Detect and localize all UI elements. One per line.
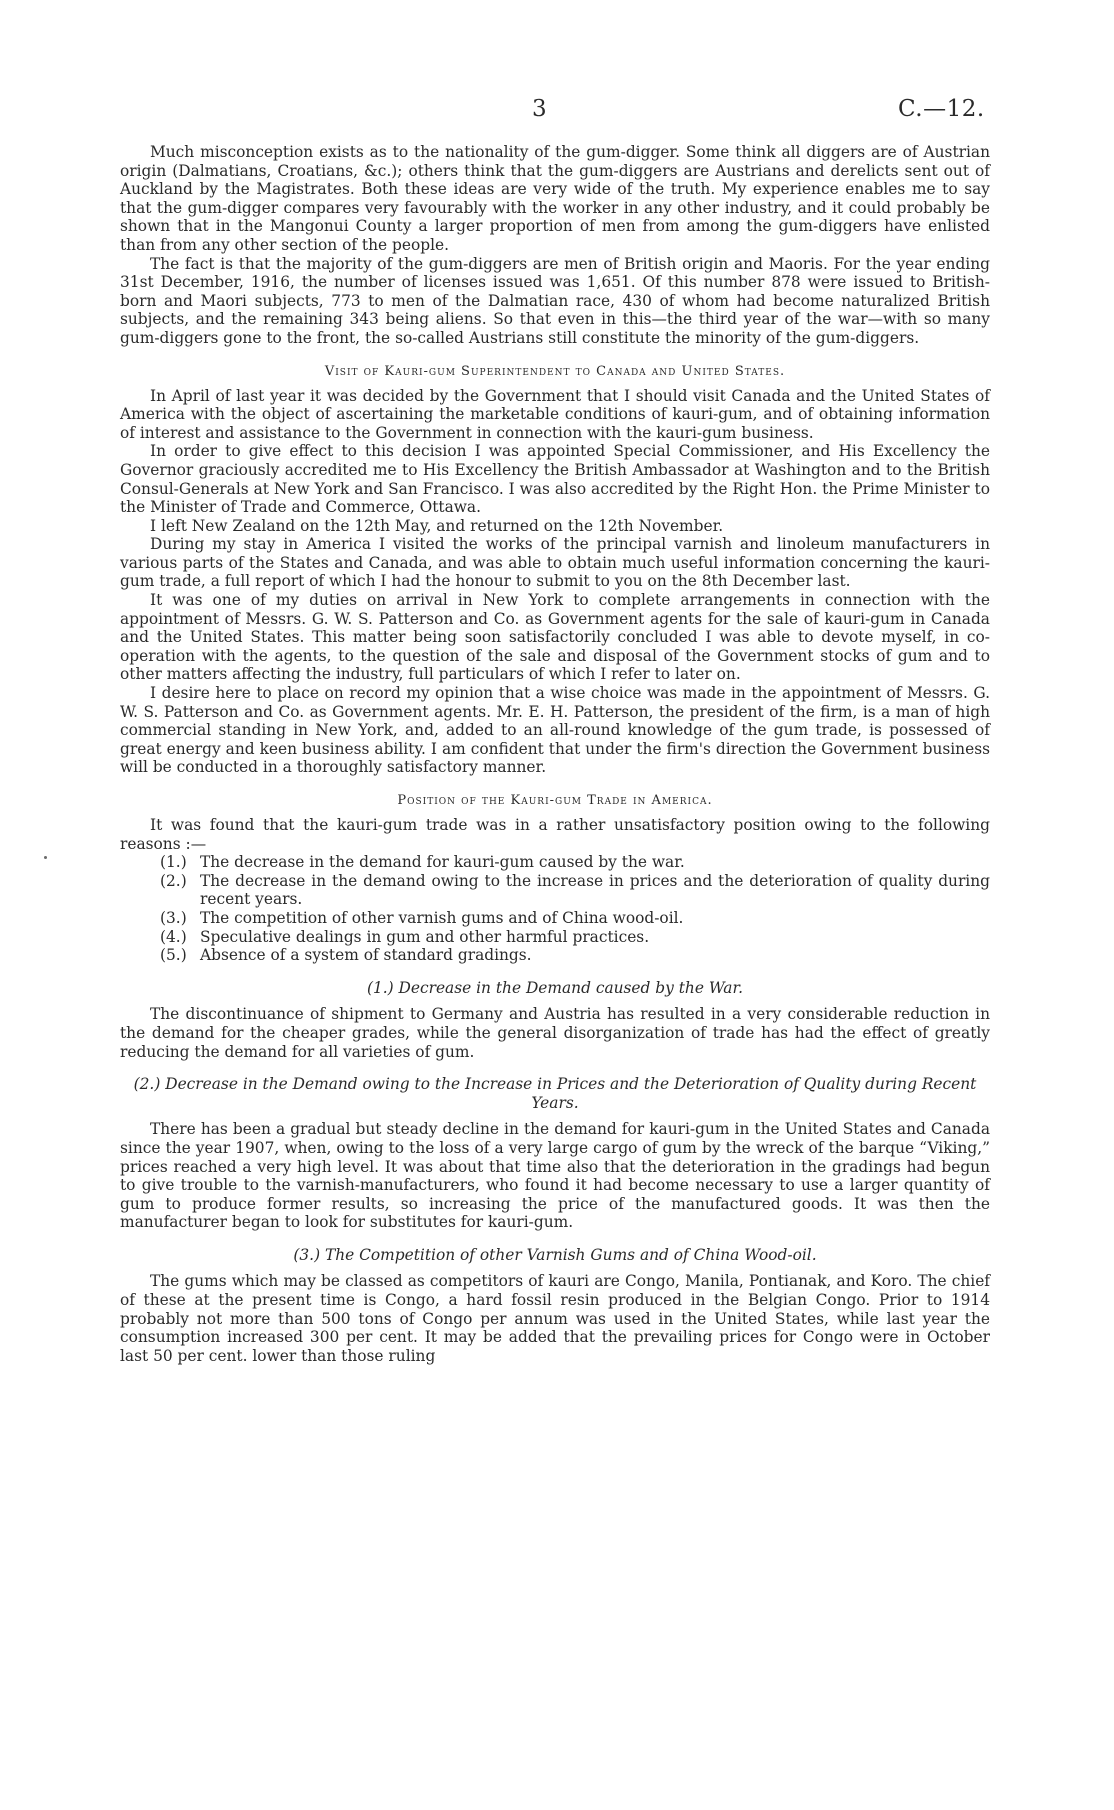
paragraph: The fact is that the majority of the gum-diggers are men of British origin and Maoris. For the year ending 31st December, 1916, the number of licenses issued was 1,651. Of this number 878 were issued to British-born and Maori subjects, 773 to men of the Dalmatian race, 430 of whom had become naturalized British subjects, and the remaining 343 being aliens. So that even in this—the third year of the war—with so many gum-diggers gone to the front, the so-called Austrians still constitute the minority of the gum-diggers. <box>120 254 990 347</box>
paragraph: The gums which may be classed as competitors of kauri are Congo, Manila, Pontianak, and Koro. The chief of these at the present time is Congo, a hard fossil resin produced in the Belgian Congo. Prior to 1914 probably not more than 500 tons of Congo per annum was used in the United States, while last year the consumption increased 300 per cent. It may be added that the prevailing prices for Congo were in October last 50 per cent. lower than those ruling <box>120 1272 990 1365</box>
paragraph: During my stay in America I visited the works of the principal varnish and linoleum manufacturers in various parts of the States and Canada, and was able to obtain much useful information concerning the kauri-gum trade, a full report of which I had the honour to submit to you on the 8th December last. <box>120 535 990 591</box>
list-item-text: The competition of other varnish gums and of China wood-oil. <box>200 908 684 927</box>
section-heading: Visit of Kauri-gum Superintendent to Canada and United States. <box>324 363 786 379</box>
list-item <box>120 853 990 872</box>
list-item-number: (2.) <box>160 871 187 890</box>
paragraph: I desire here to place on record my opinion that a wise choice was made in the appointment of Messrs. G. W. S. Patterson and Co. as Government agents. Mr. E. H. Patterson, the president of the firm, is a man of high commercial standing in New York, and, added to an all-round knowledge of the gum trade, is possessed of great energy and keen business ability. I am confident that under the firm's direction the Government business will be conducted in a thoroughly satisfactory manner. <box>120 684 990 777</box>
list-item <box>120 946 990 965</box>
list-item-number: (3.) <box>160 908 187 927</box>
subsection-heading: (3.) The Competition of other Varnish Gums and of China Wood-oil. <box>293 1245 817 1264</box>
list-item <box>120 909 990 928</box>
subsection-heading: (1.) Decrease in the Demand caused by the War. <box>366 978 744 997</box>
paragraph: It was one of my duties on arrival in New York to complete arrangements in connection with the appointment of Messrs. G. W. S. Patterson and Co. as Government agents for the sale of kauri-gum in Canada and the United States. This matter being soon satisfactorily concluded I was able to devote myself, in co-operation with the agents, to the question of the sale and disposal of the Government stocks of gum and to other matters affecting the industry, full particulars of which I refer to later on. <box>120 591 990 684</box>
list-item-text: The decrease in the demand for kauri-gum caused by the war. <box>200 853 685 872</box>
list-item-number: (5.) <box>160 946 187 965</box>
list-item-number: (4.) <box>160 927 187 946</box>
reasons-list <box>120 853 990 965</box>
list-item-text: Speculative dealings in gum and other harmful practices. <box>200 927 650 946</box>
list-item-number: (1.) <box>160 853 187 872</box>
page-number: 3 <box>532 96 547 122</box>
subsection-heading: (2.) Decrease in the Demand owing to the Increase in Prices and the Deterioration of Quality during Recent Years. <box>133 1075 977 1112</box>
section-heading: Position of the Kauri-gum Trade in America. <box>397 793 713 808</box>
margin-mark <box>44 856 47 859</box>
list-item-text: The decrease in the demand owing to the increase in prices and the deterioration of quality during recent years. <box>200 871 990 909</box>
document-body <box>120 143 990 1365</box>
list-item-text: Absence of a system of standard gradings. <box>200 946 532 965</box>
page-header <box>0 96 1114 126</box>
paragraph: There has been a gradual but steady decline in the demand for kauri-gum in the United States and Canada since the year 1907, when, owing to the loss of a very large cargo of gum by the wreck of the barque “Viking,” prices reached a very high level. It was about that time also that the deterioration in the gradings had begun to give trouble to the varnish-manufacturers, who found it had become necessary to use a larger quantity of gum to produce former results, so increasing the price of the manufactured goods. It was then the manufacturer began to look for substitutes for kauri-gum. <box>120 1120 990 1232</box>
paragraph: I left New Zealand on the 12th May, and returned on the 12th November. <box>150 516 724 535</box>
paragraph: Much misconception exists as to the nationality of the gum-digger. Some think all diggers are of Austrian origin (Dalmatians, Croatians, &c.); others think that the gum-diggers are Austrians and derelicts sent out of Auckland by the Magistrates. Both these ideas are very wide of the truth. My experience enables me to say that the gum-digger compares very favourably with the worker in any other industry, and it could probably be shown that in the Mangonui County a larger proportion of men from among the gum-diggers have enlisted than from any other section of the people. <box>120 143 990 254</box>
list-item <box>120 872 990 909</box>
list-item <box>120 928 990 947</box>
paragraph: In April of last year it was decided by the Government that I should visit Canada and the United States of America with the object of ascertaining the marketable conditions of kauri-gum, and of obtaining information of interest and assistance to the Government in connection with the kauri-gum business. <box>120 386 990 442</box>
paragraph: In order to give effect to this decision I was appointed Special Commissioner, and His Excellency the Governor graciously accredited me to His Excellency the British Ambassador at Washington and to the British Consul-Generals at New York and San Francisco. I was also accredited by the Right Hon. the Prime Minister to the Minister of Trade and Commerce, Ottawa. <box>120 442 990 517</box>
paragraph: The discontinuance of shipment to Germany and Austria has resulted in a very considerable reduction in the demand for the cheaper grades, while the general disorganization of trade has had the effect of greatly reducing the demand for all varieties of gum. <box>120 1005 990 1061</box>
paragraph: It was found that the kauri-gum trade was in a rather unsatisfactory position owing to the following reasons :— <box>120 816 990 853</box>
document-code: C.—12. <box>898 96 985 122</box>
